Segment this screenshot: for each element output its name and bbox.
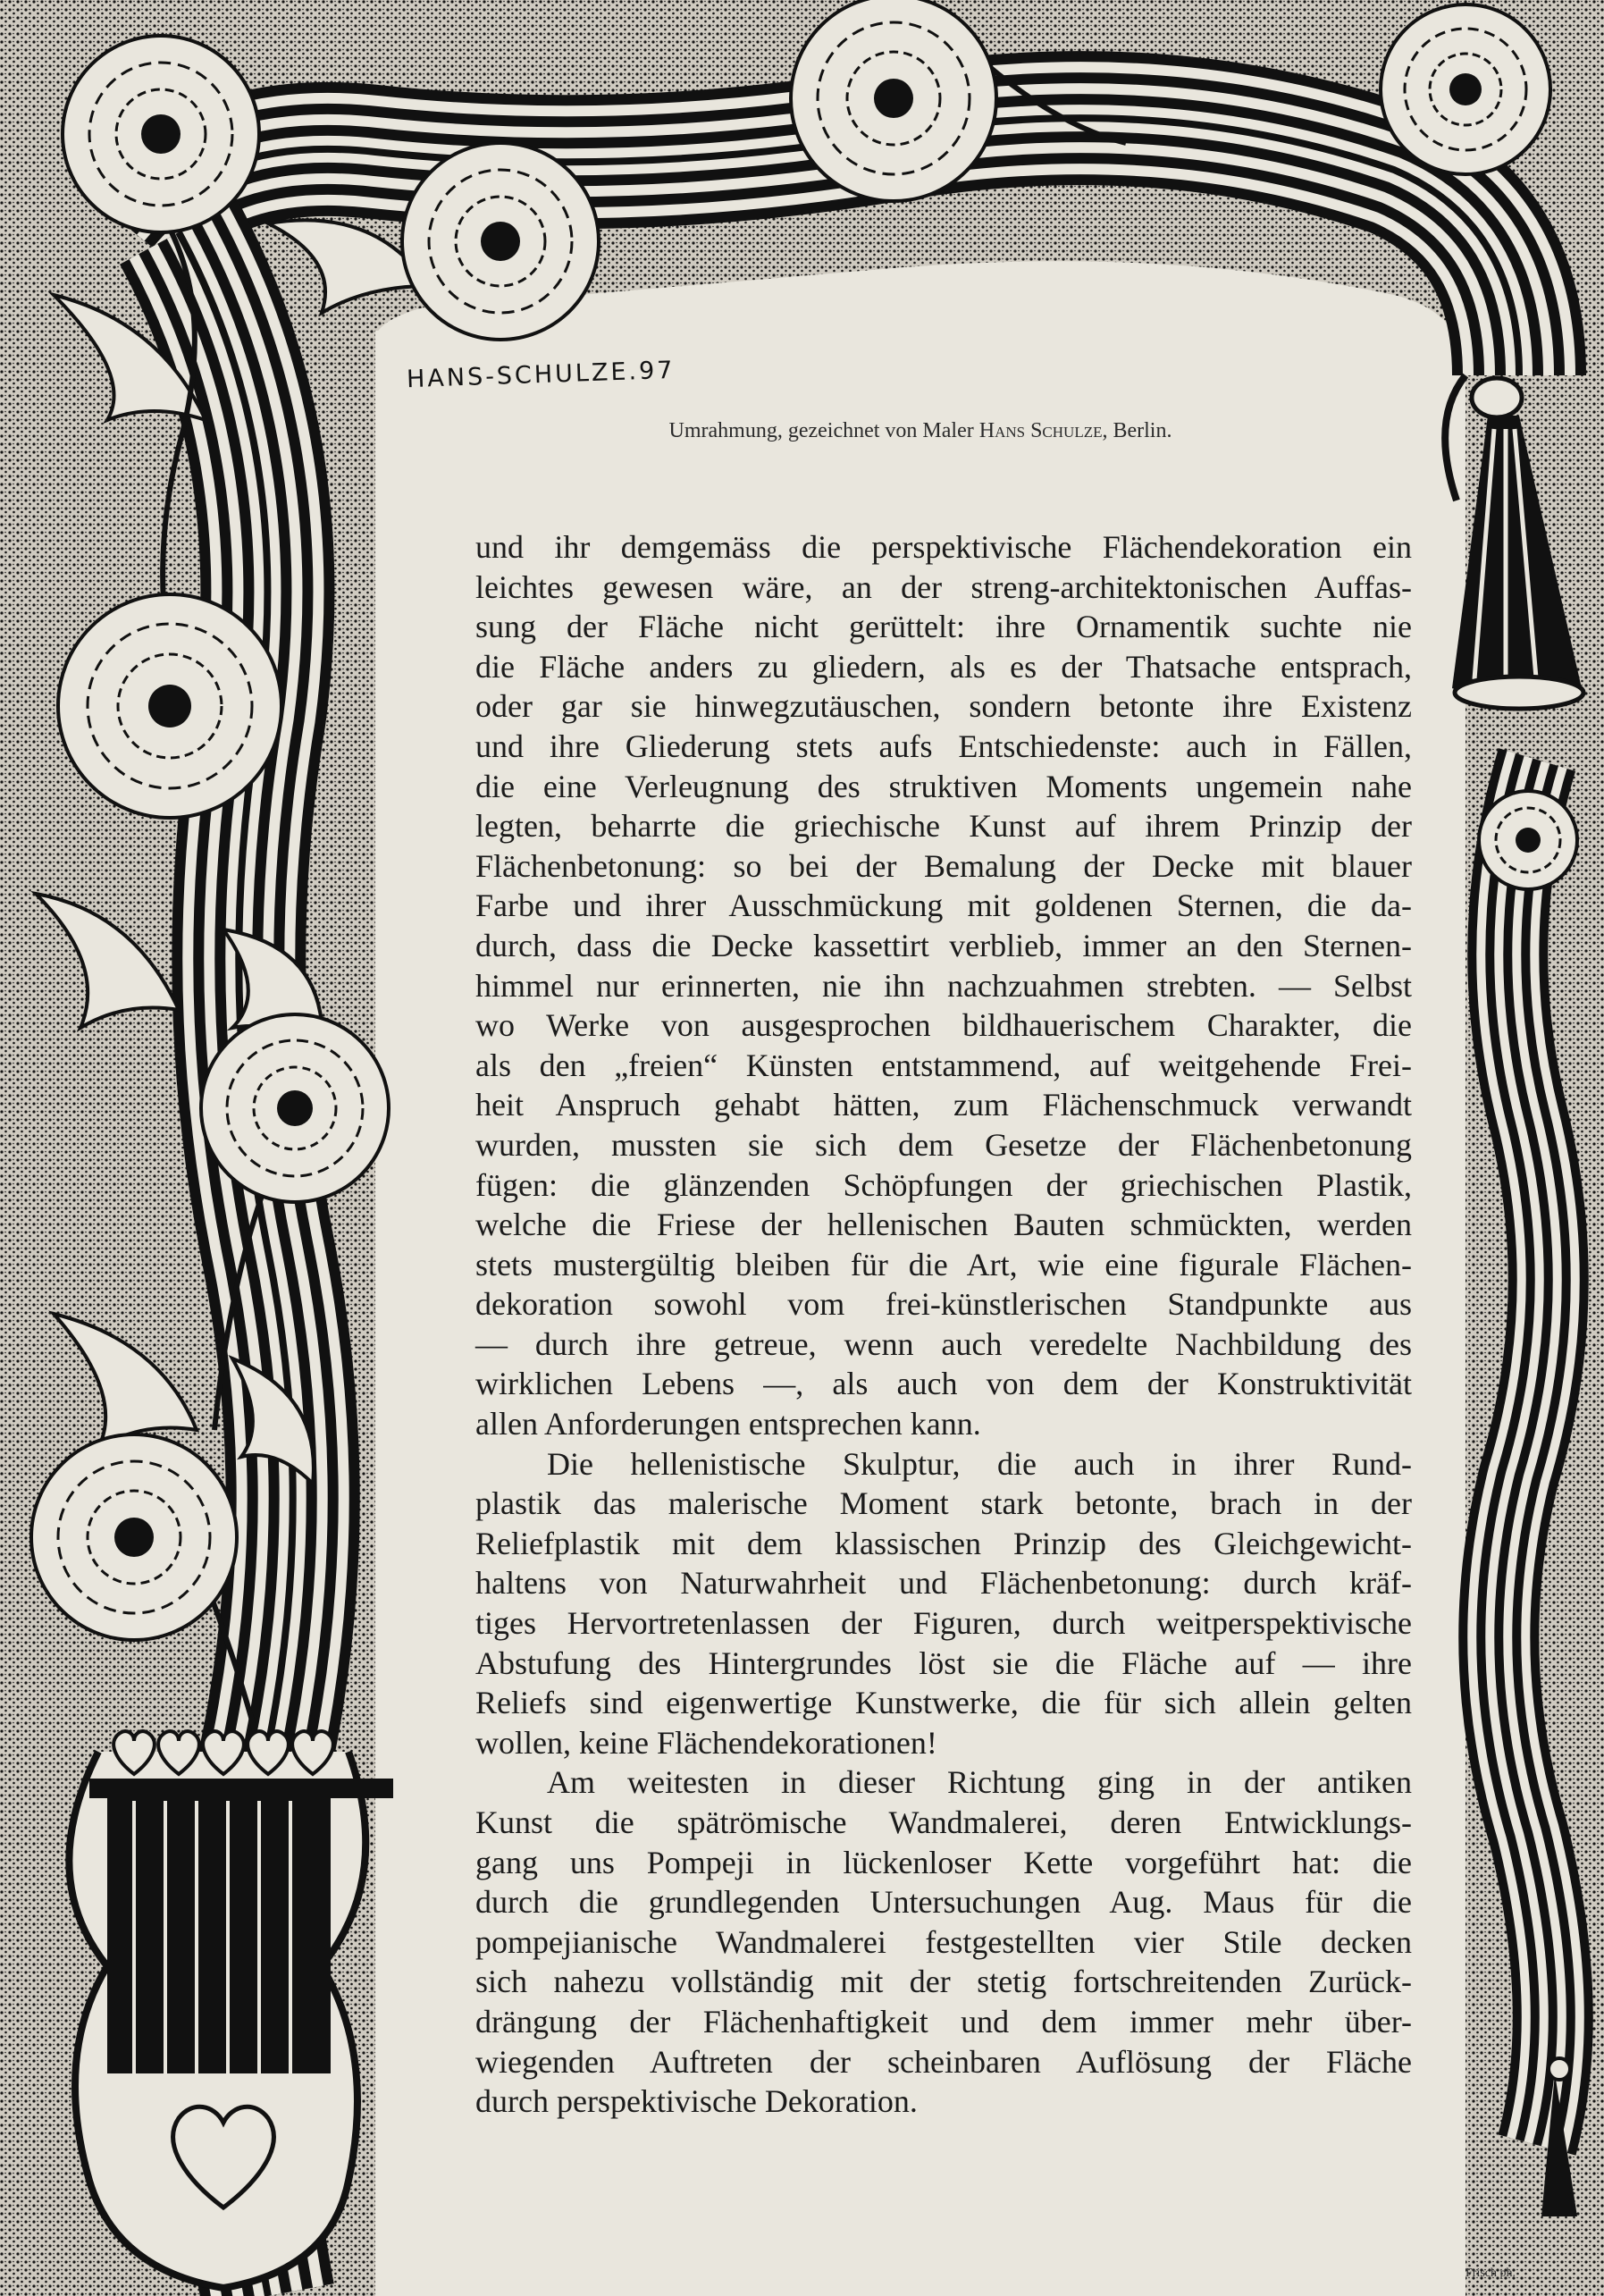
printer-mark: Frisch ph.	[1465, 2267, 1516, 2280]
text-line: Am weitesten in dieser Richtung ging in der antiken	[547, 1764, 1412, 1801]
text-line: durch die grundlegenden Untersuchungen Aug. Maus für die	[475, 1884, 1412, 1921]
text-line: sung der Fläche nicht gerüttelt: ihre Ornamentik suchte nie	[475, 609, 1412, 645]
lyre-ornament	[69, 1731, 393, 2288]
chrysanthemum-blossom-4	[1381, 4, 1550, 174]
chrysanthemum-blossom-6	[201, 1014, 389, 1202]
text-line: durch, dass die Decke kassettirt verblieb, immer an den Sternen-	[475, 927, 1412, 963]
text-line: als den „freien“ Künsten entstammend, auf weitgehende Frei-	[475, 1047, 1412, 1083]
text-line: dekoration sowohl vom frei-künstlerischen Standpunkte aus	[475, 1286, 1412, 1323]
text-line: die Fläche anders zu gliedern, als es der Thatsache entsprach,	[475, 648, 1412, 685]
text-line: tiges Hervortretenlassen der Figuren, durch weitperspektivische	[475, 1605, 1412, 1642]
article-body	[475, 527, 1412, 2122]
text-line: stets mustergültig bleiben für die Art, wie eine figurale Flächen-	[475, 1246, 1412, 1283]
text-line: Reliefplastik mit dem klassischen Prinzip des Gleichgewicht-	[475, 1525, 1412, 1561]
text-line: Farbe und ihrer Ausschmückung mit goldenen Sternen, die da-	[475, 887, 1412, 924]
text-line: wollen, keine Flächendekorationen!	[475, 1724, 937, 1761]
text-line: heit Anspruch gehabt hätten, zum Flächenschmuck verwandt	[475, 1087, 1412, 1123]
caption-prefix: Umrahmung, gezeichnet von Maler	[668, 419, 974, 442]
chrysanthemum-blossom-3	[791, 0, 996, 201]
text-line: durch perspektivische Dekoration.	[475, 2083, 918, 2120]
text-line: wurden, mussten sie sich dem Gesetze der Flächenbetonung	[475, 1126, 1412, 1163]
text-line: gang uns Pompeji in lückenloser Kette vorgeführt hat: die	[475, 1844, 1412, 1880]
text-line: haltens von Naturwahrheit und Flächenbetonung: durch kräf-	[475, 1565, 1412, 1602]
text-line: wo Werke von ausgesprochen bildhauerischem Charakter, die	[475, 1007, 1412, 1044]
text-line: wirklichen Lebens —, als auch von dem der Konstruktivität	[475, 1366, 1412, 1402]
text-line: legten, beharrte die griechische Kunst auf ihrem Prinzip der	[475, 808, 1412, 845]
text-line: oder gar sie hinwegzutäuschen, sondern betonte ihre Existenz	[475, 688, 1412, 725]
chrysanthemum-blossom-2	[402, 143, 599, 340]
text-line: — durch ihre getreue, wenn auch veredelte Nachbildung des	[475, 1325, 1412, 1362]
chrysanthemum-blossom-5	[58, 594, 281, 818]
text-line: drängung der Flächenhaftigkeit und dem immer mehr über-	[475, 2003, 1412, 2039]
text-line: plastik das malerische Moment stark betonte, brach in der	[475, 1485, 1412, 1522]
chrysanthemum-blossom-1	[63, 36, 259, 232]
text-line: himmel nur erinnerten, nie ihn nachzuahmen strebten. — Selbst	[475, 967, 1412, 1004]
chrysanthemum-blossom-right	[1479, 791, 1577, 889]
caption-artist-name: Hans Schulze	[978, 419, 1103, 442]
text-line: leichtes gewesen wäre, an der streng-architektonischen Auffas-	[475, 568, 1412, 605]
text-line: Kunst die spätrömische Wandmalerei, deren Entwicklungs-	[475, 1804, 1412, 1840]
text-line: welche die Friese der hellenischen Bauten schmückten, werden	[475, 1207, 1412, 1243]
text-line: Die hellenistische Skulptur, die auch in ihrer Rund-	[547, 1445, 1412, 1482]
text-line: die eine Verleugnung des struktiven Moments ungemein nahe	[475, 768, 1412, 804]
text-line: sich nahezu vollständig mit der stetig fortschreitenden Zurück-	[475, 1964, 1412, 2000]
text-line: Abstufung des Hintergrundes löst sie die Fläche auf — ihre	[475, 1644, 1412, 1681]
text-line: allen Anforderungen entsprechen kann.	[475, 1406, 981, 1442]
text-line: und ihre Gliederung stets aufs Entschiedenste: auch in Fällen,	[475, 727, 1412, 764]
text-line: Flächenbetonung: so bei der Bemalung der Decke mit blauer	[475, 847, 1412, 884]
caption-suffix: , Berlin.	[1102, 419, 1172, 442]
text-line: Reliefs sind eigenwertige Kunstwerke, die für sich allein gelten	[475, 1685, 1412, 1721]
text-line: pompejianische Wandmalerei festgestellten vier Stile decken	[475, 1923, 1412, 1960]
text-line: und ihr demgemäss die perspektivische Flächendekoration ein	[475, 529, 1412, 565]
text-line: fügen: die glänzenden Schöpfungen der griechischen Plastik,	[475, 1166, 1412, 1203]
text-line: wiegenden Auftreten der scheinbaren Auflösung der Fläche	[475, 2043, 1412, 2080]
artist-signature: HANS-SCHULZE.97	[406, 356, 676, 394]
illustration-caption	[483, 419, 1358, 443]
chrysanthemum-blossom-7	[31, 1434, 237, 1640]
